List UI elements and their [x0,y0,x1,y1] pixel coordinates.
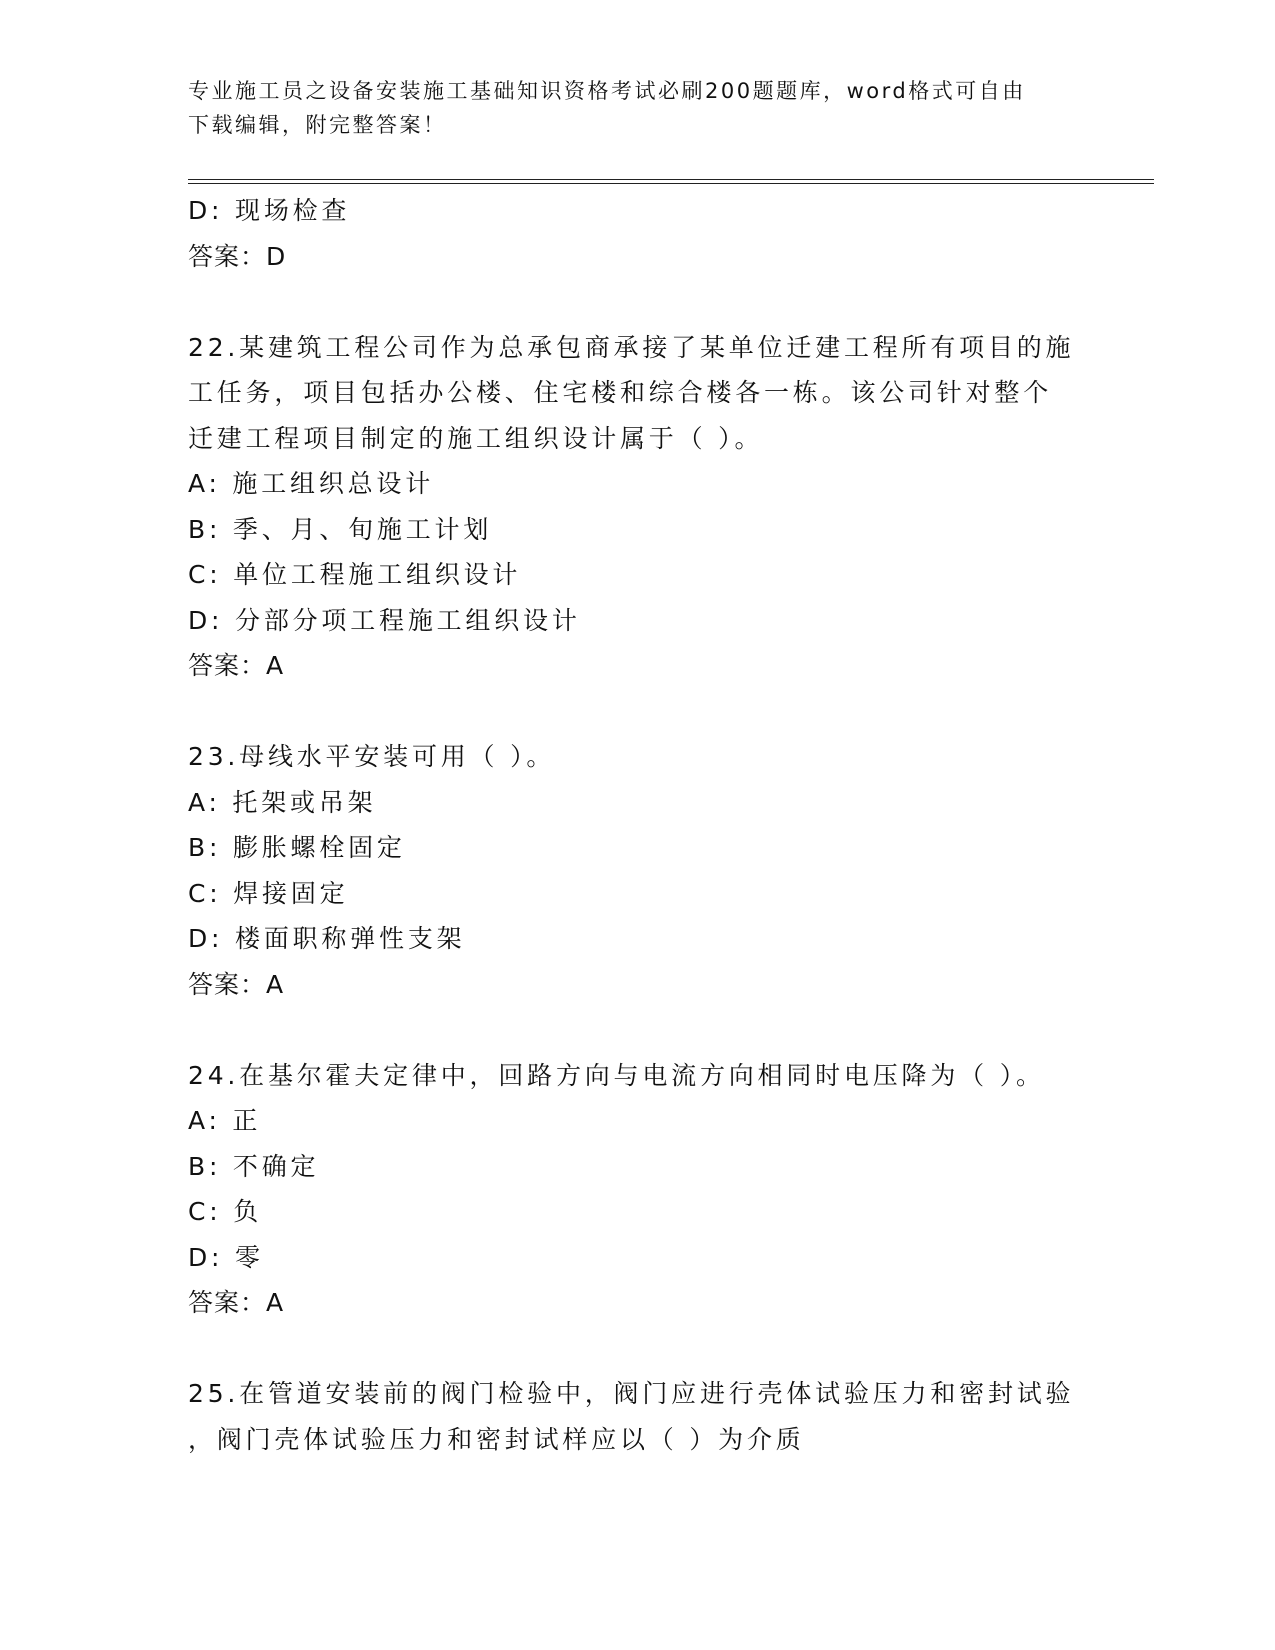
spacer [188,1326,1088,1372]
question-text-line: ，阀门壳体试验压力和密封试样应以（ ）为介质 [188,1424,805,1454]
answer: 答案：D [188,241,287,271]
option-a: A: 正 [188,1106,262,1135]
header-divider-top [188,179,1154,180]
option-d: D: 现场检查 [188,196,351,225]
question-22 [188,325,1088,689]
header-line-2: 下载编辑，附完整答案！ [188,113,447,137]
header-divider-bottom [188,183,1154,184]
option-a: A: 施工组织总设计 [188,469,435,498]
question-text-line: 22.某建筑工程公司作为总承包商承接了某单位迁建工程所有项目的施 [188,332,1075,362]
option-c: C: 单位工程施工组织设计 [188,560,522,589]
option-b: B: 膨胀螺栓固定 [188,833,406,862]
spacer [188,279,1088,325]
question-text-line: 25.在管道安装前的阀门检验中，阀门应进行壳体试验压力和密封试验 [188,1379,1075,1408]
document-header [188,74,1088,142]
answer: 答案：A [188,1288,285,1317]
option-c: C: 负 [188,1197,263,1226]
header-line-1: 专业施工员之设备安装施工基础知识资格考试必刷200题题库，word格式可自由 [188,79,1026,103]
question-25 [188,1371,1088,1462]
option-b: B: 不确定 [188,1151,320,1181]
spacer [188,1007,1088,1053]
document-body [188,188,1088,1462]
question-text-line: 迁建工程项目制定的施工组织设计属于（ ）。 [188,423,764,453]
option-d: D: 分部分项工程施工组织设计 [188,605,581,635]
question-text-line: 23.母线水平安装可用（ ）。 [188,742,556,771]
option-b: B: 季、月、旬施工计划 [188,514,493,544]
answer: 答案：A [188,651,285,680]
question-text-line: 24.在基尔霍夫定律中，回路方向与电流方向相同时电压降为（ ）。 [188,1060,1045,1090]
option-a: A: 托架或吊架 [188,787,377,817]
question-24 [188,1053,1088,1326]
question-23 [188,734,1088,1007]
option-d: D: 零 [188,1242,264,1272]
option-d: D: 楼面职称弹性支架 [188,924,466,953]
answer: 答案：A [188,969,285,999]
option-c: C: 焊接固定 [188,878,349,908]
spacer [188,689,1088,735]
question-text-line: 工任务，项目包括办公楼、住宅楼和综合楼各一栋。该公司针对整个 [188,378,1053,407]
